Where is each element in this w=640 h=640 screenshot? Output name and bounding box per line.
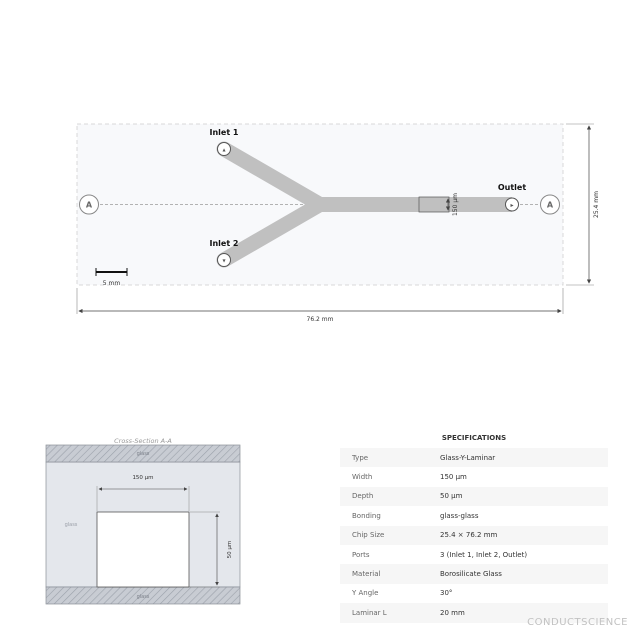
spec-key: Y Angle — [352, 589, 379, 598]
spec-value: 30° — [440, 589, 453, 598]
inlet2-port — [218, 254, 231, 267]
chip-length-label: 76.2 mm — [306, 316, 334, 323]
spec-key: Type — [340, 448, 440, 467]
spec-value: Borosilicate Glass — [440, 564, 608, 583]
brand-logo: CONDUCTSCIENCE — [527, 617, 628, 628]
svg-text:▶: ▶ — [510, 202, 514, 208]
spec-key: Chip Size — [340, 526, 440, 545]
outlet-label: Outlet — [497, 183, 527, 192]
top-layer-label: glass — [136, 451, 150, 457]
bottom-layer-label: glass — [136, 594, 150, 600]
spec-key: Width — [352, 473, 373, 482]
spec-row — [340, 584, 608, 603]
inlet1-port — [218, 143, 231, 156]
spec-key: Ports — [352, 550, 370, 559]
spec-key: Depth — [340, 487, 440, 506]
section-marker-right — [541, 195, 560, 214]
cross-section-title: Cross-Section A-A — [114, 437, 172, 445]
spec-key: Material — [340, 564, 440, 583]
svg-text:▲: ▲ — [222, 147, 226, 152]
section-marker-left — [80, 195, 99, 214]
spec-row — [340, 526, 608, 545]
inlet1-label: Inlet 1 — [209, 128, 239, 137]
substrate-label: glass — [64, 522, 78, 528]
spec-value: glass-glass — [440, 511, 479, 520]
inlet2-label: Inlet 2 — [209, 239, 239, 248]
spec-key: Laminar L — [340, 603, 440, 622]
cs-depth-label: 50 μm — [227, 540, 233, 559]
spec-value: 50 μm — [440, 487, 608, 506]
svg-text:▼: ▼ — [222, 258, 226, 263]
channel-cross-section — [97, 512, 189, 587]
section-marker-right-label: A — [546, 200, 554, 210]
spec-row — [340, 448, 608, 467]
spec-value: 3 (Inlet 1, Inlet 2, Outlet) — [440, 550, 528, 559]
spec-row — [340, 487, 608, 506]
scale-bar-label: 5 mm — [102, 280, 121, 287]
spec-row — [340, 506, 608, 525]
spec-value: 25.4 × 76.2 mm — [440, 526, 608, 545]
spec-value: Glass-Y-Laminar — [440, 448, 608, 467]
width-annotation-label: 150 μm — [452, 192, 459, 217]
spec-row — [340, 564, 608, 583]
spec-value: 150 μm — [440, 473, 467, 482]
outlet-port — [506, 198, 519, 211]
section-marker-left-label: A — [85, 200, 93, 210]
cs-width-label: 150 μm — [132, 475, 154, 481]
spec-value: 20 mm — [440, 603, 608, 622]
spec-key: Bonding — [352, 511, 381, 520]
specs-title: SPECIFICATIONS — [340, 434, 608, 450]
specs-table — [340, 448, 608, 623]
spec-row — [340, 545, 608, 564]
spec-row — [340, 467, 608, 486]
chip-width-label: 25.4 mm — [593, 191, 600, 218]
